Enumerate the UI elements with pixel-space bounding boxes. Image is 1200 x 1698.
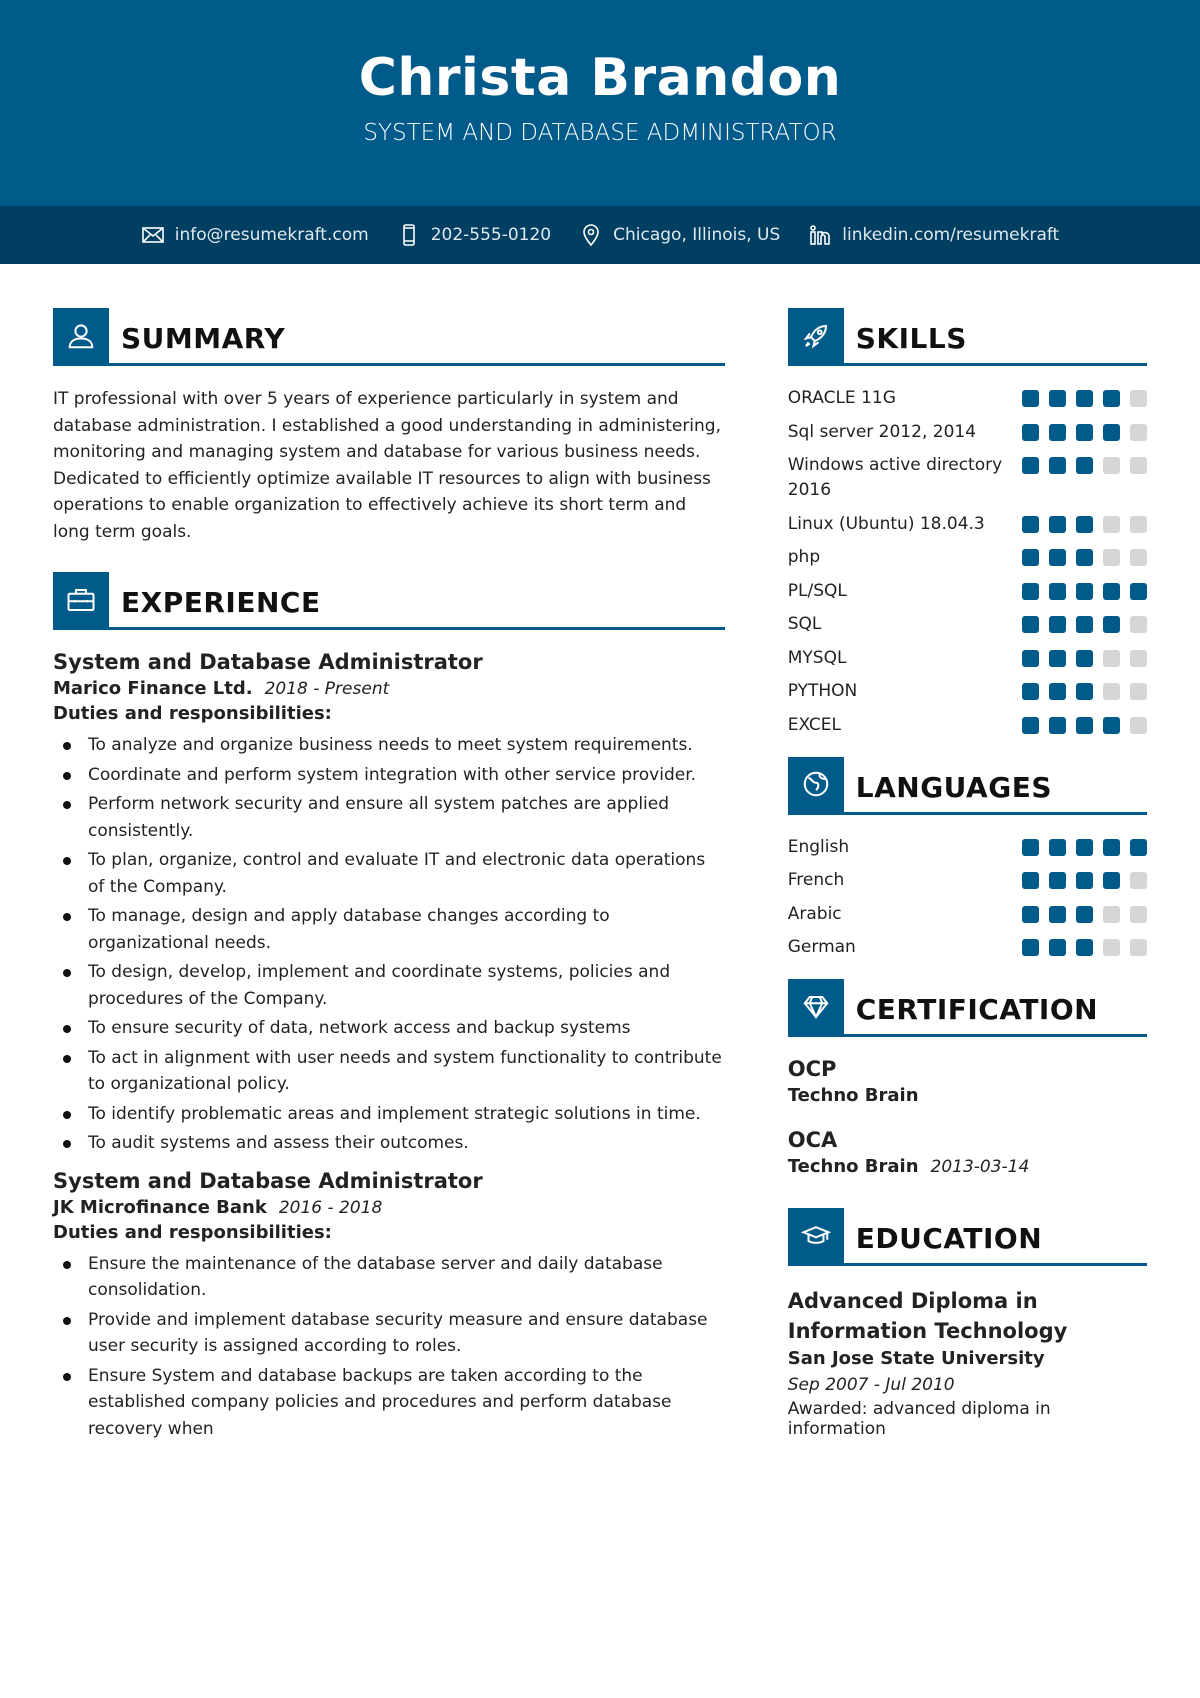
rating-dot: [1103, 457, 1120, 474]
email[interactable]: info@resumekraft.com: [174, 225, 369, 245]
rating-dots: [1022, 939, 1147, 960]
rating-dots: [1022, 583, 1147, 604]
rating-dot: [1130, 390, 1147, 407]
languages-heading: [788, 760, 1147, 815]
rating-dot: [1049, 906, 1066, 923]
rating-dots: [1022, 717, 1147, 738]
rating-dot: [1076, 906, 1093, 923]
rating-dot: [1103, 424, 1120, 441]
languages-label: German: [787, 937, 856, 957]
skills-label: PYTHON: [787, 681, 858, 701]
linkedin[interactable]: linkedin.com/resumekraft: [842, 225, 1060, 245]
rating-dot: [1103, 583, 1120, 600]
company: [53, 678, 725, 699]
rating-dots: [1022, 390, 1147, 411]
company: [53, 1197, 725, 1218]
skills-item: [788, 579, 1147, 604]
rating-dot: [1049, 872, 1066, 889]
rating-dot: [1130, 906, 1147, 923]
rating-dot: [1049, 390, 1066, 407]
phone: 202-555-0120: [430, 225, 552, 245]
languages-label: English: [787, 836, 850, 857]
award: Awarded: advanced diploma in information: [787, 1399, 1051, 1439]
rating-dot: [1130, 872, 1147, 889]
rating-dot: [1076, 583, 1093, 600]
job-entry: [53, 1169, 725, 1443]
rating-dot: [1103, 549, 1120, 566]
job-title: System and Database Administrator: [53, 1168, 483, 1193]
rating-dot: [1022, 516, 1039, 533]
degree: Advanced Diploma in Information Technology: [787, 1289, 1068, 1343]
rocket-icon: [801, 321, 831, 351]
summary-heading: [53, 311, 725, 366]
rating-dot: [1049, 424, 1066, 441]
skills-item: [788, 612, 1147, 637]
rating-dot: [1049, 717, 1066, 734]
rating-dot: [1049, 683, 1066, 700]
skills-item: [788, 420, 1147, 445]
linkedin-icon: [808, 223, 832, 247]
company-name: Marico Finance Ltd.: [53, 678, 253, 699]
graduation-cap-icon: [801, 1221, 831, 1251]
rating-dot: [1076, 939, 1093, 956]
experience-heading: [53, 575, 725, 630]
contact-bar: [0, 206, 1200, 264]
job-dates: 2016 - 2018: [278, 1197, 383, 1218]
cert-name: OCA: [787, 1128, 838, 1152]
rating-dot: [1049, 583, 1066, 600]
rating-dot: [1022, 839, 1039, 856]
duty-item: To analyze and organize business needs to meet system requirements.: [53, 732, 725, 759]
rating-dot: [1022, 872, 1039, 889]
rating-dots: [1022, 683, 1147, 704]
duty-item: To manage, design and apply database changes according to organizational needs.: [53, 903, 725, 956]
rating-dot: [1103, 516, 1120, 533]
rating-dot: [1130, 516, 1147, 533]
rating-dot: [1130, 650, 1147, 667]
skills-item: [788, 713, 1147, 738]
languages-title: LANGUAGES: [855, 770, 1052, 804]
rating-dot: [1130, 939, 1147, 956]
rating-dot: [1049, 549, 1066, 566]
rating-dot: [1049, 516, 1066, 533]
rating-dot: [1076, 839, 1093, 856]
skills-label: EXCEL: [787, 714, 841, 735]
skills-label: MYSQL: [787, 647, 847, 668]
skills-item: [788, 453, 1147, 503]
cert-date: 2013-03-14: [930, 1157, 1030, 1177]
duty-item: Provide and implement database security measure and ensure database user security is assigned according to roles.: [53, 1307, 725, 1360]
rating-dots: [1022, 839, 1147, 860]
rating-dot: [1022, 583, 1039, 600]
skills-label: Windows active directory 2016: [787, 455, 1003, 500]
skills-item: [788, 646, 1147, 671]
rating-dot: [1130, 549, 1147, 566]
education-heading: [788, 1211, 1147, 1266]
rating-dot: [1130, 683, 1147, 700]
skills-label: ORACLE 11G: [787, 388, 896, 408]
rating-dot: [1103, 683, 1120, 700]
rating-dots: [1022, 424, 1147, 445]
rating-dot: [1076, 549, 1093, 566]
certification-entry: [788, 1128, 1147, 1177]
rating-dot: [1103, 650, 1120, 667]
rating-dot: [1049, 616, 1066, 633]
rating-dot: [1022, 939, 1039, 956]
certification-title: CERTIFICATION: [855, 993, 1099, 1026]
education-dates: Sep 2007 - Jul 2010: [787, 1375, 955, 1395]
duties-label: Duties and responsibilities:: [53, 1221, 332, 1243]
duties-label: Duties and responsibilities:: [53, 703, 332, 724]
skills-label: SQL: [787, 614, 822, 634]
skills-title: SKILLS: [855, 322, 967, 355]
rating-dot: [1022, 390, 1039, 407]
job-title: SYSTEM AND DATABASE ADMINISTRATOR: [363, 120, 837, 146]
skills-label: Linux (Ubuntu) 18.04.3: [787, 513, 985, 534]
duties-list: [53, 1251, 725, 1443]
languages-item: [788, 868, 1147, 893]
duty-item: To identify problematic areas and implement strategic solutions in time.: [53, 1101, 725, 1128]
rating-dot: [1022, 616, 1039, 633]
languages-item: [788, 835, 1147, 860]
education-entry: [788, 1286, 1147, 1439]
skills-label: php: [787, 547, 821, 567]
duty-item: To plan, organize, control and evaluate IT and electronic data operations of the Company.: [53, 847, 725, 900]
certification-entry: [788, 1057, 1147, 1106]
rating-dot: [1130, 583, 1147, 600]
rating-dot: [1049, 939, 1066, 956]
certification-heading: [788, 982, 1147, 1037]
rating-dot: [1130, 457, 1147, 474]
summary-title: SUMMARY: [121, 322, 286, 355]
duty-item: To ensure security of data, network access and backup systems: [53, 1015, 725, 1042]
rating-dot: [1022, 683, 1039, 700]
rating-dot: [1049, 650, 1066, 667]
job-title: System and Database Administrator: [53, 650, 483, 674]
rating-dot: [1076, 650, 1093, 667]
duty-item: To design, develop, implement and coordinate systems, policies and procedures of the Company.: [53, 959, 725, 1012]
languages-item: [788, 902, 1147, 927]
location-icon: [579, 223, 603, 247]
skills-heading: [788, 311, 1147, 366]
rating-dots: [1022, 616, 1147, 637]
rating-dot: [1076, 717, 1093, 734]
rating-dot: [1103, 717, 1120, 734]
cert-org: [788, 1156, 1147, 1177]
rating-dot: [1103, 906, 1120, 923]
skills-item: [788, 386, 1147, 411]
school: San Jose State University: [787, 1348, 1045, 1369]
company-name: JK Microfinance Bank: [53, 1196, 267, 1218]
header: [0, 0, 1200, 206]
languages-label: Arabic: [787, 903, 842, 924]
cert-org-name: Techno Brain: [787, 1156, 919, 1177]
name: Christa Brandon: [358, 48, 842, 108]
rating-dot: [1103, 839, 1120, 856]
skills-label: Sql server 2012, 2014: [787, 421, 977, 442]
rating-dot: [1130, 424, 1147, 441]
experience-title: EXPERIENCE: [121, 586, 321, 619]
duty-item: Ensure the maintenance of the database server and daily database consolidation.: [53, 1251, 725, 1304]
cert-org: [788, 1085, 1147, 1106]
rating-dot: [1022, 424, 1039, 441]
skills-label: PL/SQL: [787, 580, 847, 601]
rating-dot: [1076, 616, 1093, 633]
rating-dot: [1103, 616, 1120, 633]
rating-dot: [1076, 872, 1093, 889]
duty-item: To act in alignment with user needs and system functionality to contribute to organizational policy.: [53, 1045, 725, 1098]
rating-dot: [1076, 424, 1093, 441]
user-icon: [66, 321, 96, 351]
rating-dots: [1022, 906, 1147, 927]
rating-dot: [1130, 616, 1147, 633]
duty-item: Ensure System and database backups are taken according to the established company policies and procedures and perform database recovery when: [53, 1363, 725, 1443]
rating-dot: [1130, 839, 1147, 856]
rating-dots: [1022, 872, 1147, 893]
rating-dots: [1022, 650, 1147, 671]
globe-icon: [801, 769, 831, 799]
rating-dots: [1022, 457, 1147, 503]
cert-name: OCP: [787, 1057, 837, 1081]
rating-dot: [1022, 549, 1039, 566]
duty-item: Perform network security and ensure all system patches are applied consistently.: [53, 791, 725, 844]
rating-dots: [1022, 516, 1147, 537]
duties-list: [53, 732, 725, 1157]
skills-item: [788, 545, 1147, 570]
rating-dot: [1103, 872, 1120, 889]
skills-item: [788, 512, 1147, 537]
location: Chicago, Illinois, US: [613, 225, 781, 245]
rating-dot: [1076, 390, 1093, 407]
rating-dot: [1022, 906, 1039, 923]
phone-icon: [397, 223, 421, 247]
education-title: EDUCATION: [855, 1222, 1043, 1255]
rating-dot: [1103, 939, 1120, 956]
rating-dot: [1049, 457, 1066, 474]
rating-dot: [1049, 839, 1066, 856]
job-dates: 2018 - Present: [264, 679, 390, 699]
rating-dot: [1022, 650, 1039, 667]
rating-dot: [1130, 717, 1147, 734]
languages-item: [788, 935, 1147, 960]
languages-label: French: [787, 870, 845, 890]
email-icon: [141, 223, 165, 247]
rating-dot: [1103, 390, 1120, 407]
cert-org-name: Techno Brain: [787, 1085, 919, 1106]
languages-list: [788, 835, 1147, 961]
duty-item: Coordinate and perform system integration with other service provider.: [53, 762, 725, 789]
rating-dot: [1022, 717, 1039, 734]
rating-dot: [1076, 516, 1093, 533]
rating-dots: [1022, 549, 1147, 570]
summary-text: IT professional with over 5 years of experience particularly in system and database administration. I established a good understanding in administering, monitoring and managing system and database for various business needs. Dedicated to efficiently optimize available IT resources to align with business operations to enable organization to effectively achieve its short term and long term goals.: [53, 389, 721, 542]
rating-dot: [1076, 457, 1093, 474]
skills-list: [788, 386, 1147, 738]
diamond-icon: [801, 992, 831, 1022]
job-entry: [53, 650, 725, 1157]
duty-item: To audit systems and assess their outcomes.: [53, 1130, 725, 1157]
briefcase-icon: [66, 585, 96, 615]
rating-dot: [1022, 457, 1039, 474]
skills-item: [788, 679, 1147, 704]
rating-dot: [1076, 683, 1093, 700]
